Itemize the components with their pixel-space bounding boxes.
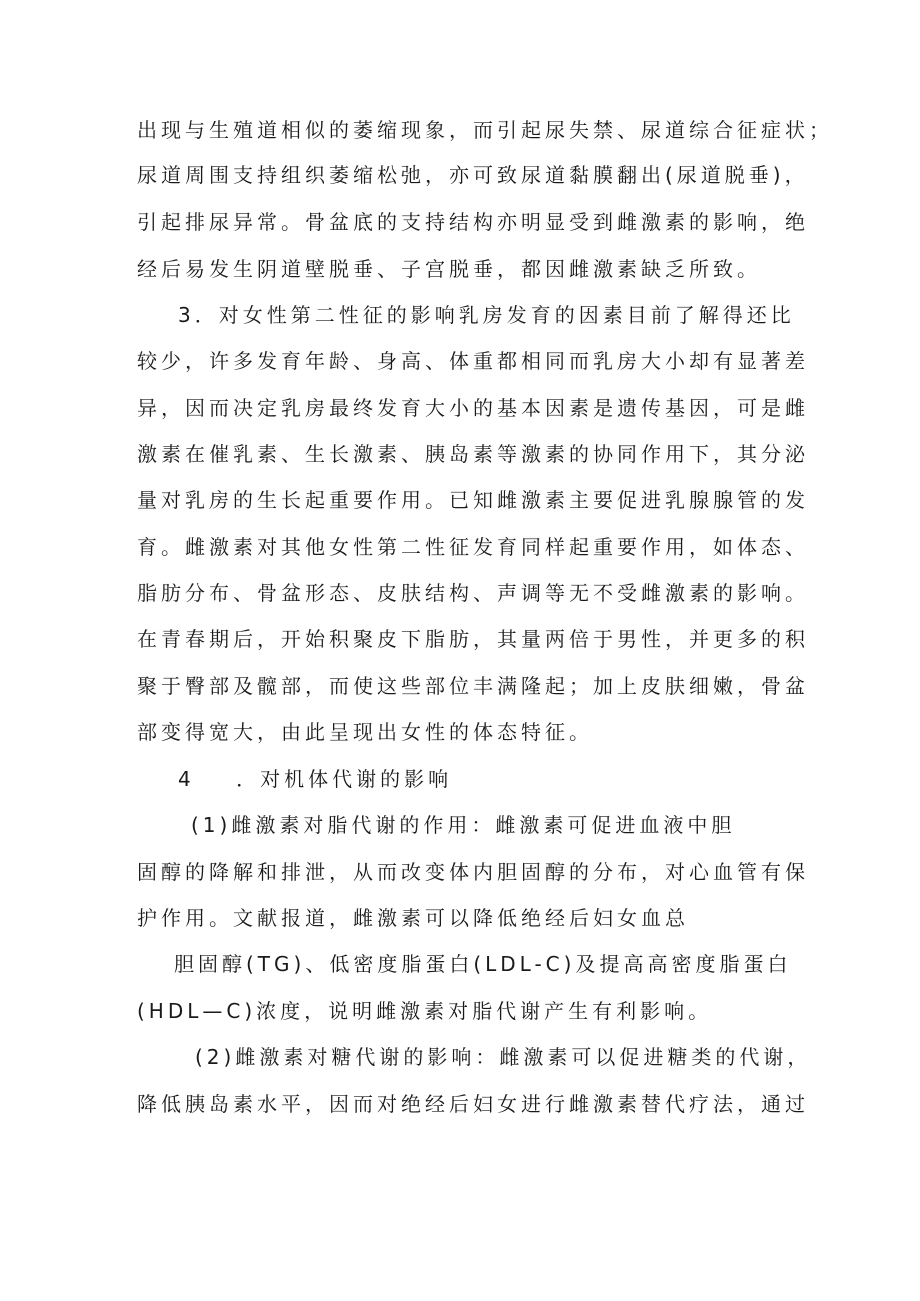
text-line: (HDL—C)浓度，说明雌激素对脂代谢产生有利影响。 bbox=[137, 999, 713, 1023]
text-line: 量对乳房的生长起重要作用。已知雌激素主要促进乳腺腺管的发 bbox=[137, 488, 809, 512]
text-line: 固醇的降解和排泄，从而改变体内胆固醇的分布，对心血管有保 bbox=[137, 860, 809, 884]
text-line: (1)雌激素对脂代谢的作用：雌激素可促进血液中胆 bbox=[191, 813, 736, 837]
text-line: 降低胰岛素水平，因而对绝经后妇女进行雌激素替代疗法，通过 bbox=[137, 1092, 809, 1116]
text-line: 护作用。文献报道，雌激素可以降低绝经后妇女血总 bbox=[137, 906, 689, 930]
text-line: 部变得宽大，由此呈现出女性的体态特征。 bbox=[137, 720, 593, 744]
text-line: 引起排尿异常。骨盆底的支持结构亦明显受到雌激素的影响，绝 bbox=[137, 210, 809, 234]
text-line: 在青春期后，开始积聚皮下脂肪，其量两倍于男性，并更多的积 bbox=[137, 627, 809, 651]
section-heading: 4 ．对机体代谢的影响 bbox=[178, 767, 453, 791]
text-line: 尿道周围支持组织萎缩松弛，亦可致尿道黏膜翻出(尿道脱垂)， bbox=[137, 163, 809, 187]
text-line: 育。雌激素对其他女性第二性征发育同样起重要作用，如体态、 bbox=[137, 535, 809, 559]
text-line: 出现与生殖道相似的萎缩现象，而引起尿失禁、尿道综合征症状； bbox=[137, 118, 833, 142]
text-line: 脂肪分布、骨盆形态、皮肤结构、声调等无不受雌激素的影响。 bbox=[137, 581, 809, 605]
text-line: 3．对女性第二性征的影响乳房发育的因素目前了解得还比 bbox=[178, 303, 795, 327]
text-line: 较少，许多发育年龄、身高、体重都相同而乳房大小却有显著差 bbox=[137, 349, 809, 373]
text-line: 胆固醇(TG)、低密度脂蛋白(LDL-C)及提高高密度脂蛋白 bbox=[174, 952, 792, 976]
text-line: 异，因而决定乳房最终发育大小的基本因素是遗传基因，可是雌 bbox=[137, 396, 809, 420]
text-line: 经后易发生阴道壁脱垂、子宫脱垂，都因雌激素缺乏所致。 bbox=[137, 257, 761, 281]
text-line: (2)雌激素对糖代谢的影响：雌激素可以促进糖类的代谢， bbox=[195, 1045, 812, 1069]
text-line: 激素在催乳素、生长激素、胰岛素等激素的协同作用下，其分泌 bbox=[137, 442, 809, 466]
text-line: 聚于臀部及髋部，而使这些部位丰满隆起；加上皮肤细嫩，骨盆 bbox=[137, 674, 809, 698]
